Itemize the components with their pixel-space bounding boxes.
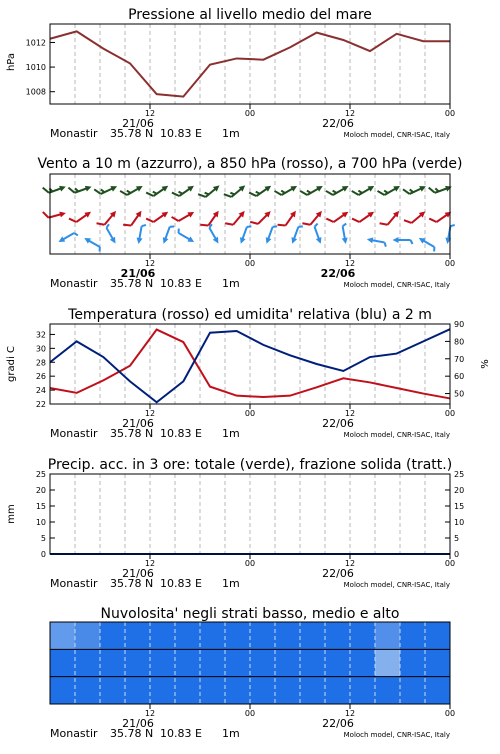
wind-barb-feather xyxy=(250,219,258,227)
location-longitude: 10.83 E xyxy=(160,127,202,140)
y-tick-label: 10 xyxy=(35,518,46,527)
wind-barb xyxy=(172,206,196,226)
y-tick-label: 26 xyxy=(35,372,46,382)
y-tick-label: 25 xyxy=(35,470,46,479)
cloud-cover-panel xyxy=(50,606,455,740)
wind-barb-head xyxy=(187,236,195,244)
wind-barb-head xyxy=(57,236,65,244)
pressure-ylabel: hPa xyxy=(6,52,17,72)
wind-barb-shaft xyxy=(179,214,191,221)
date-label: 22/06 xyxy=(320,267,356,280)
cloud-cell xyxy=(75,677,101,705)
wind-barb xyxy=(264,224,277,245)
wind-barb-head xyxy=(238,237,246,245)
x-tick-label: 12 xyxy=(144,409,156,418)
wind-barb xyxy=(403,180,427,198)
wind-barb xyxy=(352,180,376,200)
wind-barb xyxy=(339,224,349,245)
cloud-cell xyxy=(425,649,451,677)
location-name: Monastir xyxy=(50,127,98,140)
wind-barb-half-feather xyxy=(142,224,146,227)
wind-barb xyxy=(300,180,324,200)
wind-barb-shaft xyxy=(209,228,216,240)
wind-barb-half-feather xyxy=(432,247,436,251)
wind-barb xyxy=(136,224,146,245)
wind-barb xyxy=(275,180,299,200)
cloud-cell xyxy=(125,677,151,705)
wind-barb-half-feather xyxy=(177,229,181,233)
wind-barb xyxy=(377,180,401,200)
location-latitude: 35.78 N xyxy=(110,427,154,440)
wind-barb-half-feather xyxy=(170,225,174,228)
y-tick-label-right: 0 xyxy=(454,550,460,559)
y-tick-label-right: 70 xyxy=(454,354,465,364)
pressure-grid xyxy=(75,24,425,104)
wind-frame xyxy=(50,174,450,254)
precipitation-ylabel: mm xyxy=(6,504,17,524)
model-credit: Moloch model, CNR-ISAC, Italy xyxy=(343,431,450,439)
wind-barb-feather xyxy=(377,189,384,197)
x-tick-label: 00 xyxy=(244,409,256,418)
cloud-cell xyxy=(275,649,301,677)
x-tick-label: 12 xyxy=(144,709,156,718)
temperature-grid xyxy=(75,324,425,404)
wind-barb-shaft xyxy=(242,227,247,240)
cloud-cell xyxy=(275,677,301,705)
precipitation-panel xyxy=(6,457,464,590)
y-tick-label: 28 xyxy=(35,358,46,368)
x-tick-label: 12 xyxy=(344,559,356,568)
cloud-cell xyxy=(300,677,326,705)
wind-barb xyxy=(311,224,324,245)
cloud-cell xyxy=(50,649,76,677)
wind-barb-feather xyxy=(275,189,282,197)
wind-barb xyxy=(326,206,350,227)
cloud-cell xyxy=(100,649,126,677)
cloud-cell xyxy=(375,677,401,705)
wind-barb-shaft xyxy=(106,228,113,240)
wind-barb-head xyxy=(85,184,93,192)
wind-barb-feather xyxy=(43,211,49,219)
wind-barb-feather xyxy=(198,192,206,200)
x-tick-label: 00 xyxy=(244,559,256,568)
wind-barb-feather xyxy=(200,221,208,228)
wind-barb-head xyxy=(110,184,118,192)
wind-barb-head xyxy=(110,237,118,245)
cloud-cell xyxy=(100,622,126,650)
x-tick-label: 00 xyxy=(444,259,456,268)
date-label: 21/06 xyxy=(122,417,154,430)
wind-barb xyxy=(326,180,350,200)
cloud-cell xyxy=(225,649,251,677)
wind-barb-feather xyxy=(352,216,359,224)
wind-barb-feather xyxy=(429,216,436,224)
wind-barb-head xyxy=(83,235,91,243)
pressure-frame xyxy=(50,24,450,104)
cloud-cover-footer xyxy=(50,704,455,740)
cloud-cell xyxy=(200,677,226,705)
wind-barb-shaft xyxy=(422,240,434,247)
cloud-cell xyxy=(200,649,226,677)
cloud-cell xyxy=(125,649,151,677)
cloud-cell xyxy=(350,649,376,677)
date-label: 21/06 xyxy=(122,717,154,730)
wind-barb-head xyxy=(419,184,427,192)
x-tick-label: 00 xyxy=(444,709,456,718)
cloud-cell xyxy=(50,677,76,705)
location-longitude: 10.83 E xyxy=(160,427,202,440)
wind-barb xyxy=(393,237,413,244)
wind-barb-shaft xyxy=(286,214,294,225)
wind-barb-shaft xyxy=(48,214,62,218)
pressure-title: Pressione al livello medio del mare xyxy=(128,7,372,23)
cloud-cell xyxy=(400,649,426,677)
y-tick-label: 15 xyxy=(35,502,46,511)
wind-barb-half-feather xyxy=(314,224,318,227)
wind-barb xyxy=(175,229,196,245)
cloud-cell xyxy=(150,677,176,705)
wind-barb xyxy=(429,180,453,197)
location-name: Monastir xyxy=(50,427,98,440)
x-tick-label: 00 xyxy=(244,109,256,118)
temperature-panel xyxy=(6,307,491,440)
wind-barb-shaft xyxy=(334,214,345,222)
wind-barb-half-feather xyxy=(450,224,454,227)
cloud-cell xyxy=(350,622,376,650)
location-altitude: 1m xyxy=(222,427,240,440)
wind-barb xyxy=(380,206,402,229)
x-tick-label: 00 xyxy=(244,259,256,268)
x-tick-label: 12 xyxy=(344,709,356,718)
wind-barb-shaft xyxy=(231,188,242,197)
y-tick-label: 1012 xyxy=(25,38,46,48)
wind-barb-half-feather xyxy=(74,232,78,236)
location-latitude: 35.78 N xyxy=(110,577,154,590)
wind-barb-feather xyxy=(278,221,286,228)
wind-barb xyxy=(68,180,92,197)
wind-barb-feather xyxy=(43,186,49,194)
x-tick-label: 12 xyxy=(144,259,156,268)
x-tick-label: 12 xyxy=(144,109,156,118)
y-tick-label-right: 10 xyxy=(454,518,465,527)
wind-barb xyxy=(289,224,302,245)
location-longitude: 10.83 E xyxy=(160,577,202,590)
wind-barb-feather xyxy=(120,189,127,197)
wind-barb-shaft xyxy=(206,188,217,197)
wind-barb-shaft xyxy=(208,214,216,225)
cloud-cell xyxy=(425,677,451,705)
precipitation-frame xyxy=(50,474,450,554)
cloud-cell xyxy=(375,649,401,677)
wind-barb-head xyxy=(290,183,298,191)
location-altitude: 1m xyxy=(222,277,240,290)
wind-barb-shaft xyxy=(412,214,423,223)
wind-barb xyxy=(69,206,93,227)
model-credit: Moloch model, CNR-ISAC, Italy xyxy=(343,731,450,739)
wind-barb xyxy=(352,206,376,227)
wind-barb-half-feather xyxy=(342,224,346,227)
wind-barb xyxy=(302,206,324,229)
location-latitude: 35.78 N xyxy=(110,277,154,290)
wind-barb xyxy=(198,180,221,202)
wind-barb-feather xyxy=(225,220,233,228)
wind-barb-head xyxy=(289,237,297,245)
cloud-cell xyxy=(425,622,451,650)
pressure-panel xyxy=(6,7,455,140)
date-label: 21/06 xyxy=(122,117,154,130)
y-tick-label-right: 15 xyxy=(454,502,465,511)
x-tick-label: 12 xyxy=(344,409,356,418)
date-label: 22/06 xyxy=(322,717,354,730)
cloud-cell xyxy=(175,622,201,650)
y-tick-label-right: 20 xyxy=(454,486,465,495)
wind-barb xyxy=(278,207,299,231)
wind-barb-feather xyxy=(429,186,435,194)
wind-barb xyxy=(429,206,453,227)
y-tick-label: 1008 xyxy=(25,87,46,97)
wind-barb-head xyxy=(342,183,350,191)
wind-barb-feather xyxy=(404,218,412,226)
wind-barb-head xyxy=(342,238,349,245)
wind-barb-shaft xyxy=(88,240,100,247)
location-latitude: 35.78 N xyxy=(110,727,154,740)
wind-barb-feather xyxy=(172,190,179,198)
cloud-cell xyxy=(50,622,76,650)
temperature-footer xyxy=(50,404,455,440)
precipitation-grid xyxy=(75,474,425,554)
y-tick-label: 5 xyxy=(40,534,46,543)
wind-barb-shaft xyxy=(388,214,397,225)
wind-barb-shaft xyxy=(153,214,164,222)
wind-barb-half-feather xyxy=(98,247,102,251)
wind-barb-feather xyxy=(326,216,333,224)
cloud-cell xyxy=(225,622,251,650)
cloud-cell xyxy=(300,622,326,650)
model-credit: Moloch model, CNR-ISAC, Italy xyxy=(343,581,450,589)
x-tick-label: 12 xyxy=(144,559,156,568)
cloud-cover-title: Nuvolosita' negli strati basso, medio e alto xyxy=(100,606,400,622)
wind-barb-head xyxy=(161,237,169,245)
y-tick-label-right: 60 xyxy=(454,372,465,382)
wind-barb-feather xyxy=(380,220,388,228)
wind-barb-shaft xyxy=(343,226,345,240)
y-tick-label-right: 5 xyxy=(454,534,460,543)
y-tick-label: 30 xyxy=(35,344,46,354)
cloud-cell xyxy=(250,677,276,705)
wind-barb xyxy=(417,235,438,251)
precipitation-footer xyxy=(50,554,455,590)
wind-barb-head xyxy=(393,237,399,243)
wind-barb-feather xyxy=(123,221,131,228)
location-name: Monastir xyxy=(50,577,98,590)
wind-barb-shaft xyxy=(310,214,319,225)
y-tick-label: 24 xyxy=(35,386,46,396)
x-tick-label: 00 xyxy=(444,109,456,118)
wind-barb-shaft xyxy=(139,226,141,240)
wind-barb-feather xyxy=(326,189,333,197)
wind-barb-shaft xyxy=(294,227,299,240)
wind-barb-head xyxy=(417,235,425,243)
wind-barb-head xyxy=(316,237,324,245)
location-name: Monastir xyxy=(50,277,98,290)
wind-barb xyxy=(103,224,119,245)
wind-barb xyxy=(94,180,118,198)
cloud-cell xyxy=(250,622,276,650)
wind-footer xyxy=(50,254,455,290)
y-tick-label-right: 90 xyxy=(454,320,465,329)
wind-barb-shaft xyxy=(165,227,170,240)
wind-barb-half-feather xyxy=(384,242,387,246)
x-tick-label: 12 xyxy=(344,109,356,118)
model-credit: Moloch model, CNR-ISAC, Italy xyxy=(343,131,450,139)
location-name: Monastir xyxy=(50,727,98,740)
precipitation-title: Precip. acc. in 3 ore: totale (verde), frazione solida (tratt.) xyxy=(47,457,453,473)
location-altitude: 1m xyxy=(222,577,240,590)
cloud-cell xyxy=(300,649,326,677)
date-label: 21/06 xyxy=(120,267,156,280)
cloud-cell xyxy=(75,649,101,677)
wind-barb xyxy=(161,224,174,245)
wind-barb xyxy=(366,236,387,246)
wind-barb-shaft xyxy=(315,227,320,240)
wind-barb-feather xyxy=(403,188,410,196)
wind-barb xyxy=(43,180,67,197)
model-credit: Moloch model, CNR-ISAC, Italy xyxy=(343,281,450,289)
wind-barb-half-feather xyxy=(298,225,302,228)
wind-barb-head xyxy=(59,210,66,217)
wind-barb xyxy=(224,180,247,202)
cloud-cell xyxy=(325,677,351,705)
y-tick-label-right: 25 xyxy=(454,470,465,479)
wind-barb-head xyxy=(213,237,221,245)
wind-barb xyxy=(225,206,247,229)
wind-barb-shaft xyxy=(62,233,74,240)
wind-barb xyxy=(238,224,251,245)
temperature-title: Temperatura (rosso) ed umidita' relativa (blu) a 2 m xyxy=(68,307,432,323)
date-label: 21/06 xyxy=(122,567,154,580)
cloud-cell xyxy=(325,622,351,650)
pressure-footer xyxy=(50,104,455,140)
y-tick-label: 0 xyxy=(40,550,46,559)
x-tick-label: 00 xyxy=(244,709,256,718)
y-tick-label-right: 80 xyxy=(454,337,465,347)
wind-barb-half-feather xyxy=(105,224,109,228)
wind-barb-half-feather xyxy=(247,225,251,228)
wind-barb-shaft xyxy=(233,214,242,225)
wind-barb-shaft xyxy=(359,214,370,222)
y-tick-label: 32 xyxy=(35,330,46,340)
wind-barb-feather xyxy=(68,186,74,194)
wind-title: Vento a 10 m (azzurro), a 850 hPa (rosso), a 700 hPa (verde) xyxy=(37,156,463,172)
wind-barb xyxy=(43,206,67,221)
date-label: 22/06 xyxy=(322,567,354,580)
wind-barb-shaft xyxy=(131,214,139,225)
cloud-cell xyxy=(175,677,201,705)
wind-barb xyxy=(249,180,273,201)
wind-barb-shaft xyxy=(258,214,268,224)
location-longitude: 10.83 E xyxy=(160,277,202,290)
x-tick-label: 00 xyxy=(444,559,456,568)
wind-barb-half-feather xyxy=(411,240,413,244)
cloud-cell xyxy=(200,622,226,650)
wind-barb-shaft xyxy=(104,214,113,225)
wind-barb xyxy=(250,206,273,229)
wind-barb-shaft xyxy=(76,214,87,222)
wind-barb-shaft xyxy=(371,240,385,242)
cloud-cell xyxy=(400,677,426,705)
y-tick-label-right: 50 xyxy=(454,389,465,399)
wind-panel xyxy=(37,156,462,290)
wind-barb-head xyxy=(136,238,143,245)
cloud-cell xyxy=(350,677,376,705)
cloud-cell xyxy=(125,622,151,650)
y-tick-label: 20 xyxy=(35,486,46,495)
location-altitude: 1m xyxy=(222,127,240,140)
wind-barb xyxy=(206,224,222,245)
location-latitude: 35.78 N xyxy=(110,127,154,140)
cloud-cell xyxy=(400,622,426,650)
y-tick-label: 1010 xyxy=(25,63,46,73)
wind-barb-feather xyxy=(302,220,310,228)
cloud-cell xyxy=(225,677,251,705)
cloud-cell xyxy=(250,649,276,677)
cloud-cell xyxy=(75,622,101,650)
wind-barb xyxy=(404,206,427,228)
wind-plot xyxy=(43,180,455,252)
temperature-ylabel: gradi C xyxy=(6,346,17,382)
x-tick-label: 00 xyxy=(444,409,456,418)
cloud-cell xyxy=(150,649,176,677)
wind-barb-feather xyxy=(300,189,307,197)
y-tick-label: 22 xyxy=(35,400,46,409)
wind-barb-feather xyxy=(97,220,105,228)
wind-barb-shaft xyxy=(437,214,448,222)
cloud-cell xyxy=(175,649,201,677)
wind-barb-head xyxy=(316,183,324,191)
wind-barb-head xyxy=(136,183,144,191)
cloud-cell xyxy=(100,677,126,705)
wind-barb-head xyxy=(445,184,453,192)
cloud-cell xyxy=(150,622,176,650)
humidity-ylabel: % xyxy=(480,359,491,369)
cloud-cell xyxy=(325,649,351,677)
wind-barb-shaft xyxy=(268,227,273,240)
wind-barb xyxy=(120,180,144,200)
x-tick-label: 12 xyxy=(344,259,356,268)
pressure-ticks xyxy=(26,38,55,96)
cloud-cell xyxy=(275,622,301,650)
location-altitude: 1m xyxy=(222,727,240,740)
date-label: 22/06 xyxy=(322,117,354,130)
wind-barb-head xyxy=(59,184,67,192)
wind-barb-head xyxy=(187,209,195,217)
wind-barb-head xyxy=(366,236,373,243)
date-label: 22/06 xyxy=(322,417,354,430)
wind-barb-head xyxy=(264,237,272,245)
wind-barb-shaft xyxy=(179,233,191,240)
cloud-cell xyxy=(375,622,401,650)
wind-barb-feather xyxy=(352,189,359,197)
location-longitude: 10.83 E xyxy=(160,727,202,740)
